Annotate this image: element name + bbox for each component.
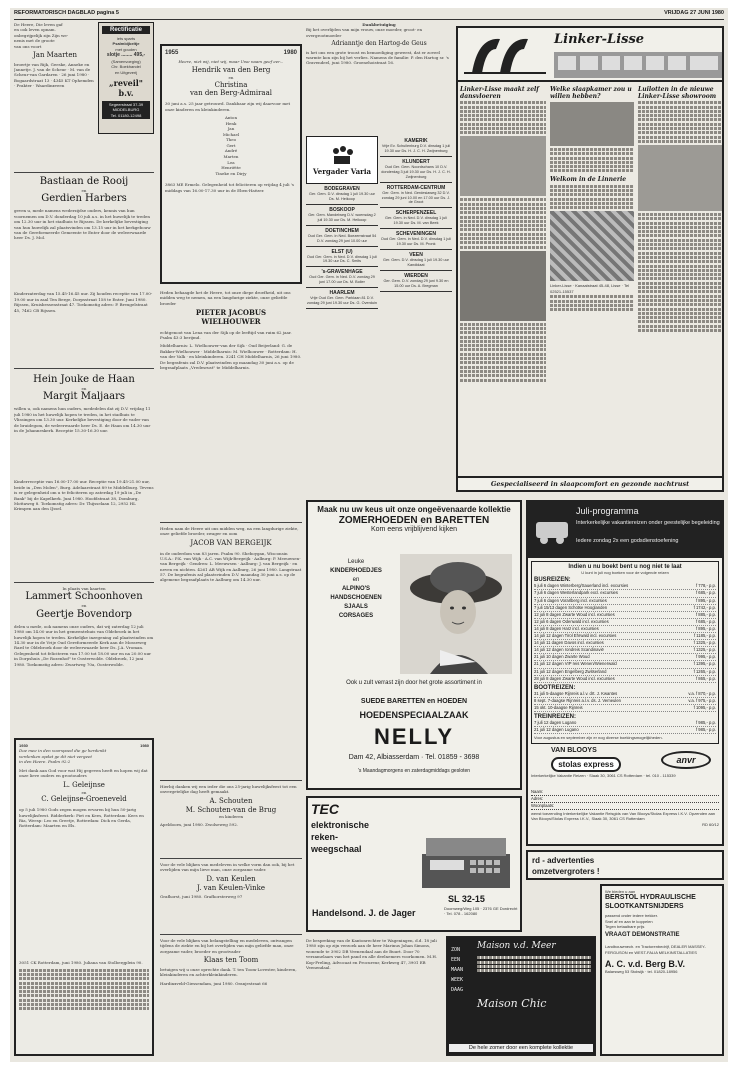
death-name-1: PIETER JACOBUS [195, 308, 267, 318]
wedding-body-2: Kinderzaterdag van 15.45-16.45 uur. Zij houden receptie van 17.00-19.00 uur in zaal Ten Berge, Dorpsstraat 158 te Enter. Juni 1980. Rijssen, Kruisbessenstraat 47. Toekomstig adres: P. Breugelstraat 45, 7462 CB Rijssen. [14, 291, 153, 313]
anniversary-body: Met dank aan God voor wat Hij gegeven heeft en hopen wij dat onze lieve ouders en grootouders [19, 767, 148, 778]
trip-row: 21 juli 12 dagen VIP reis Wenen/Wienerwald f 1395,- p.p. [534, 661, 716, 668]
wedding-name-5: Lammert Schoonhoven [25, 591, 143, 603]
thanks-schouten [160, 784, 302, 827]
trip-row: 7 juli 6 dagen Vorarlberg incl. excursies f 895,- p.p. [534, 598, 716, 605]
anniversary-name-1: L. Geleijnse [63, 781, 105, 790]
anniversary-quote: Doe mee in den voorspoed die ge herdenkt verdenken opdat ge dit niet vergeet in den Heere. Psalm 92:2 [19, 748, 107, 765]
form-code: RD 60/12 [702, 821, 719, 827]
maison-advertisement [446, 936, 596, 1056]
death-name-2: WIELHOUWER [201, 316, 261, 326]
thanks-den-hartog [306, 22, 452, 132]
and-label: en [81, 603, 87, 609]
berstol-demo: VRAAGT DEMONSTRATIE [605, 932, 680, 939]
wedding-name-1: Bastiaan de Rooij [39, 176, 129, 187]
and-label: en [81, 790, 87, 796]
service-item: SCHEVENINGEN Oud Ger. Gem. in Ned. D.V. dinsdag 1 juli 19.30 uur Ds. M. Pronk [380, 229, 452, 250]
reveil-name: „reveil" b.v. [109, 78, 143, 99]
dank-body: Bij het overlijden van mijn vrouw, onze moeder, groot- en overgrootmoeder [306, 27, 423, 38]
travel-banner [528, 502, 722, 558]
silver-quote: Heere, niet wij, niet wij, maar Uwe naam geef eer... [178, 59, 284, 65]
scale-photo [416, 806, 516, 892]
service-item: WIERDEN Ger. Gem. D.V. zondag 29 juni 9.30 en 15.00 uur Ds. A. Bregman [380, 271, 452, 292]
hat-subtitle: Kom eens vrijblijvend kijken [371, 526, 457, 533]
anniversary-footer: 3051 CK Rotterdam, juni 1980. Juliana van Stolbergplein 90. [19, 960, 143, 966]
form-field-address[interactable]: Adres: [531, 796, 719, 803]
linker-lisse-title: Linker-Lisse [554, 32, 645, 47]
wedding-body: geven u, mede namens wederzijdse ouders, kennis van hun voornemen om D.V. donderdag 10 juli a.s. in het huwelijk te treden om 12.30 uur in het stadhuis te Rijssen. De kerkelijke bevestiging van hun huwelijk zal plaatsvinden om 13.15 uur in het kerkgebouw van de Gereformeerde Gemeente te Enter door de weleerwaarde heer Ds. J. Mol. [14, 208, 151, 241]
maison-name: Maison v.d. Meer [477, 941, 556, 951]
silver-footer: 3863 ME Ermelo. Gelegenheid tot feliciteren op vrijdag 4 juli 's middags van 16.00-17.30 uur in de Eben-Haëzer. [165, 182, 294, 193]
tec-lines: elektronische reken- weegschaal [311, 820, 370, 855]
form-field-city[interactable]: Woonplaats: [531, 803, 719, 810]
anniversary-body-2: op 5 juli 1980 Gods zegen mogen ervaren bij hun 50-jarig huwelijksfeest. Ridderkerk: Piet en Kees, Rotterdam: Kees en Ria, Weesp: Leo en Greetje, Rotterdam: Dick en Gerda, Rotterdam: Maarten en Els. [19, 807, 144, 829]
death-body: echtgenoot van Lena van der Sijk op de leeftijd van ruim 62 jaar. Psalm 43:3 berijmd. [160, 329, 292, 341]
wedding-body-3: willen u, ook namens hun ouders, mededelen dat zij D.V. vrijdag 11 juli 1980 in het huwelijk hopen te treden, in het stadhuis te Vlissingen om 13.30 uur. Kerkelijke bevestiging door de vader van de bruidegom, de weleerwaarde heer Ds. E. de Haan om 14.30 uur in de Johanneskerk. Receptie 15.30-16.30 uur. [14, 406, 151, 433]
trip-row: 12 juli 8 dagen Zwarte Woud incl. excursies f 885,- p.p. [534, 612, 716, 619]
form-field-name[interactable]: Naam: [531, 789, 719, 796]
trip-row: 7 juli 15/13 dagen Schotse Hooglanden f 1742,- p.p. [534, 605, 716, 612]
ll-address: Linker-Lisse · Kanaalstraat 45-48, Lisse · Tel 02521-15537 [550, 283, 630, 294]
berstol-title: BERSTOL HYDRAULISCHE SLOOTKANTSNIJDERS [605, 894, 696, 910]
trip-row: 21 juli 12 dagen Engelberg Zwitserland f 1265,- p.p. [534, 669, 716, 676]
trip-row: 31 juli 5-daagse Rijnreis a.l.v. drt. J. Kwantes v.a. f 870,- p.p. [534, 691, 716, 698]
service-item: BOSKOOP Ger. Gem. Mandelweg D.V. woensdag 2 juli 19.30 uur Ds. M. Heikoop [306, 205, 378, 226]
and-label: en [81, 188, 87, 193]
hat-advertisement [306, 500, 522, 790]
tec-model: SL 32-15 [448, 894, 485, 904]
travel-advertisement [526, 500, 724, 846]
column-2 [160, 22, 302, 1058]
maison-footer: De hele zomer door een komplete kollektie [449, 1044, 593, 1052]
berstol-pre: We bieden u aan [605, 889, 636, 894]
linker-lisse-ad [456, 26, 724, 492]
death-intro: Heden behaagde het de Heere, tot onze diepe droefheid, uit ons midden weg te nemen, na een langdurige ziekte, onze geliefde broeder [160, 290, 291, 306]
reveil-lines: iets sparts Psalmbijbeltje met gouden slotje ........ 495,- (Samenvoeging) Chr. Boekhandel en Uitgeverij [106, 36, 146, 75]
schouten-footer: Apeldoorn, juni 1980. Zwolseweg 592. [160, 821, 239, 827]
berstol-address: Balarsweg 53 Stolwijk · tel. 01820-18956 [605, 969, 678, 975]
travel-booking-2: U kunt in juli nog boeken voor de volgende reizen [581, 570, 669, 575]
silver-anniversary [160, 44, 302, 284]
ll-article-a-title: Linker-Lisse maakt zelf dansvloeren [460, 86, 539, 100]
thanks-tentoom [160, 938, 302, 986]
reveil-title: Rectificatie [102, 26, 150, 34]
anniversary-box [14, 738, 154, 1056]
hat-footer: 's Maandagmorgens en zaterdagmiddags gesloten [357, 768, 471, 774]
trip-row: 14 juli 12 dagen Tirol Ehrwald incl. excursies f 1185,- p.p. [534, 633, 716, 640]
hat-shop: HOEDENSPECIAALZAAK [359, 710, 469, 720]
church-services [306, 136, 452, 496]
service-item: VEEN Ger. Gem. D.V. dinsdag 1 juli 19.30 uur Kandidaat [380, 250, 452, 271]
hat-items: Leuke KINDERHOEDJES en ALPINO'S HANDSCHOENEN SJAALS CORSAGES [330, 559, 382, 619]
boat-title: BOOTREIZEN: [534, 684, 576, 691]
trip-row: 5 juli 6 dagen Winterberg/Sauerland incl. excursies f 778,- p.p. [534, 583, 716, 590]
berstol-body: Landbouwmech. en Tractorenbedrijf, DEALER MASSEY-FERGUSON en WEST-FALIA MELKINSTALLATIES [605, 944, 706, 955]
hat-title: ZOMERHOEDEN en BARETTEN [338, 515, 490, 526]
hat-address: Dam 42, Albiasserdam · Tel. 01859 - 3698 [348, 754, 480, 761]
wedding-body-4: Kinderreceptie van 16.00-17.00 uur. Receptie van 19.45-21.00 uur, beide in „Den Molen", Burg. Adelaarstraat 89 te Middelburg. Tevens is er gelegenheid om u te feliciteren op zaterdag 19 juli in „De Bank" bij de Kapelkerk. Juni 1980. Hoofdstraat 38, Domburg, Mottaweg 8. Toekomstig adres: Dr. Thijsselaan 12, 2952 HL Krimpen aan den IJssel. [14, 479, 154, 512]
vanblooys-address: Interkerkelijke Vakantie Reizen · Slaak 30, 3061 CS Rotterdam · tel. 010 - 115339 [531, 772, 676, 778]
vanblooys-name: VAN BLOOYS [551, 746, 597, 754]
reveil-ad [98, 22, 154, 134]
bergeijk-name: JACOB VAN BERGEIJK [190, 538, 272, 547]
legal-notice [306, 938, 442, 1056]
bus-title: BUSREIZEN: [534, 577, 571, 584]
wedding-name-2: Gerdien Harbers [41, 193, 127, 205]
tentoom-intro: Voor de vele blijken van belangstelling en medeleven, ontvangen tijdens de ziekte en bij het overlijden van mijn geliefde man, onze zorgzame vader, broeder en grootvader [160, 938, 294, 954]
keulen-footer: Grafhorst, juni 1980. Grafhorsterweg 97 [160, 894, 243, 900]
service-item: BODEGRAVEN Ger. Gem. D.V. dinsdag 1 juli 19.30 uur Ds. M. Heikoop [306, 184, 378, 205]
vergader-varia-logo [306, 136, 378, 184]
hat-mid-2: SUEDE BARETTEN en HOEDEN [360, 698, 468, 705]
service-item: 's-GRAVENHAGE Oud Ger. Gem. in Ned. D.V. zondag 29 juni 17.00 uur Ds. M. Bolier [306, 267, 378, 288]
service-item: KAMERIK Vrije Ev. Schuilenburg D.V. dinsdag 1 juli 19.30 uur Ds. H. J. C. H. Zwijnenburg [380, 136, 452, 157]
keulen-name-2: J. van Keulen-Vinke [196, 883, 266, 892]
tentoom-body: betuigen wij u onze oprechte dank. T. ten Toom-Lovester, kinderen, kleinkinderen en achterkleinkinderen. [160, 966, 297, 978]
wedding-name-3: Hein Jouke de Haan [33, 374, 135, 385]
ll-article-c-title: Luilotten in de nieuwe Linker-Lisse showroom [638, 86, 717, 100]
service-item: DOETINCHEM Oud Ger. Gem. in Ned. Boezemstraat 54 D.V. zondag 29 juni 10.00 uur [306, 226, 378, 247]
maison-days: ZON EEN MAAN WEEK DAAG [451, 947, 464, 993]
schouten-intro: Hierbij danken wij een ieder die ons 25-jarig huwelijksfeest tot een onvergetelijke dag heeft gemaakt. [160, 784, 297, 795]
trip-row: 28 juli 8 dagen Zwarte Woud incl. excursies f 865,- p.p. [534, 676, 716, 683]
ll-photo-d [550, 211, 634, 281]
hat-name: NELLY [373, 724, 455, 749]
ll-photo-b [460, 251, 546, 321]
train-title: TREINREIZEN: [534, 713, 576, 720]
birth-body: broertje van Rijk, Geeske, Anneke en Jannetje. J. van de Scheur · M. van de Scheur-van Gardaren · 26 juni 1980 · Bogaardstraat 13 · 4345 KT Ophemden · Prakter · Waardinxveen [14, 61, 94, 89]
keulen-name-1: D. van Keulen [206, 874, 256, 883]
death-notice-wielhouwer [160, 290, 302, 493]
rd-label-2: omzetvergroters ! [532, 867, 600, 876]
wedding-body-5: delen u mede, ook namens onze ouders, dat wij zaterdag 12 juli 1980 om 14.00 uur in het gemeentehuis van Oldebroek in het huwelijk hopen te treden. Kerkelijke inzegening zal plaatsvinden om 14.30 uur in de Vrije Oud Gereformeerde Kerk aan de Mosseweg Rard te Oldebroek door de weleerwaarde heer Ds. J.A. Vroman. Gelegenheid tot feliciteren van 17.00 tot 18.00 uur en na 20.00 uur in Dorpshuis „De Rozenhof" te Oosterwolde. Oldebroek, 12 juni 1980. Toekomstig adres: Zwartweg 70a, Oosterwolde. [14, 623, 154, 667]
anniversary-years: 1930 1980 [19, 743, 149, 748]
tour-bus-icon [534, 516, 570, 546]
death-body-2: Middelharnis: L. Wielhouwer-van der Sijk · Oud Beijerland: G. de Bakker-Wielhouwer · Middelharnis: M. Wielhouwer · Rotterdam: H. van der Valk · en kleinkinderen. 3241 CH Middelharnis, 26 juni 1980. De begrafenis zal D.V. plaatsvinden op maandag 30 juni a.s. op de begraafplaats „Vredesrust" te Middelharnis. [160, 343, 302, 371]
service-item: KLUNDERT Oud Ger. Gem. Noordschans 10 D.V. donderdag 3 juli 19.30 uur Ds. H. J. C. H. Zwijnenburg [380, 157, 452, 183]
wedding-harbers [14, 176, 154, 361]
wedding-name-6: Geertje Bovendorp [36, 608, 132, 620]
silver-name-1: Hendrik van den Berg [191, 66, 271, 75]
tec-logo: TEC [311, 801, 339, 817]
header-right: VRIJDAG 27 JUNI 1980 [664, 10, 724, 16]
silver-name-2: Christina [214, 80, 248, 89]
wedding-schoonhoven [14, 586, 154, 744]
death-notice-bergeijk [160, 526, 302, 701]
birth-name: Jan Maarten [32, 50, 78, 59]
service-item: SCHERPENZEEL Ger. Gem. in Ned. D.V. dinsdag 1 juli 19.30 uur Ds. M. van Beek [380, 208, 452, 229]
silver-body: 30 juni a.s. 25 jaar getrouwd. Dankbaar zijn wij daarvoor met onze kinderen en kleinkinderen. [165, 101, 291, 112]
silver-years: 1955 1980 [165, 50, 297, 56]
schouten-name-3: en kinderen [218, 814, 244, 820]
wedding-name-4: Margit Maljaars [42, 391, 126, 403]
woman-with-hat-photo [400, 554, 512, 674]
trip-row: 14 juli 8 dagen Harz incl. excursies f 895,- p.p. [534, 626, 716, 633]
anniversary-name-2: C. Geleijnse-Groeneveld [41, 795, 127, 804]
birth-text: De Heere, Die leven gaf en ook leven opnam. onbegrijpelijk zijn Zijn we- nenis met de groote van ons voort [14, 22, 69, 49]
travel-title: Juli-programma [576, 506, 639, 516]
train-footer: Voor augustus en september zijn er nog diverse boekingsmogelijkheden. [534, 735, 663, 741]
wedding-pre: In plaats van kaarten [62, 586, 106, 591]
berstol-lines: passend onder iedere trekker. Snel af en aan te koppelen Tegen betaalbare prijs [605, 913, 658, 929]
legal-notice-text: De bespreking van de Kantonrechter te Wageningen, d.d. 18 juli 1980 zijn op zijn verzoek aan de heer Marinus Johan Simons, wonende te 3902 DB Veenendaal aan de Buurt. Door 70 verzamelaars van het pand en alle deelnemers voorkomen. M.H. Kop-Freling, Advocaat en Procureur, Kerkweg 47, 3901 EB Veenendaal. [306, 938, 438, 970]
hat-mid: Ook u zult verrast zijn door het grote assortiment in [346, 680, 482, 686]
travel-subtitle: Interkerkelijke vakantiereizen onder geestelijke begeleiding [576, 520, 720, 526]
form-text: wenst toezending Interkerkelijke Vakantie Reisgids van Van Blooys/Stolas Express I.K.V. Opzenden aan Van Blooys/Stolas Express I.K.V., Slaak 30, 3061 CS Rotterdam [531, 810, 716, 822]
rd-advertenties-box [526, 850, 724, 880]
keulen-intro: Voor de vele blijken van medeleven in welke vorm dan ook, bij het overlijden van mijn lieve man, onze zorgzame vader. [160, 862, 295, 873]
trip-row: 7 juli 12 dagen Lugano f 985,- p.p. [534, 720, 716, 727]
tec-advertisement [306, 796, 522, 932]
silver-kids: Anton Henk Jan Michael Theo Gert André Marten Lea Henriëtte Tineke en Dirjy [215, 114, 247, 176]
and-label: en [81, 386, 87, 391]
linker-lisse-header [458, 28, 722, 82]
tentoom-footer: Hardinxveld-Giessendam, juni 1980. Oranjestraat 66 [160, 980, 268, 986]
service-item: ROTTERDAM-CENTRUM Ger. Gem. in Ned. Gerdesiaweg 32 D.V. zondag 29 juni 10.00 en 17.00 uur Ds. J. de Groot [380, 183, 452, 209]
ll-article-d-title: Welkom in de Linnerie [550, 176, 627, 184]
linker-lisse-logo-mark [460, 29, 550, 81]
trip-row: 12 juli 6 dagen Odenwald incl. excursies f 685,- p.p. [534, 619, 716, 626]
trip-row: 21 juli 12 dagen Lugano f 985,- p.p. [534, 727, 716, 734]
header-left: REFORMATORISCH DAGBLAD pagina 5 [14, 10, 119, 16]
maison-name-2: Maison Chic [477, 997, 547, 1010]
page-header [14, 10, 724, 20]
anvr-logo: anvr [661, 751, 711, 769]
ll-photo-a [460, 136, 546, 196]
trip-row: 14 juli 11 dagen Davos incl. excursies f 1325,- p.p. [534, 640, 716, 647]
trip-row: 7 juli 6 dagen Westerlandpark excl. excursies f 685,- p.p. [534, 590, 716, 597]
trip-row: 21 juli 10 dagen Zwarte Woud f 995,- p.p. [534, 654, 716, 661]
trip-row: 14 juli 12 dagen rondreis Scandinavië f 1325,- p.p. [534, 647, 716, 654]
tentoom-name: Klaas ten Toom [203, 956, 259, 965]
reveil-address: Segeerstraat 37-39 MIDDELBURG Tel. 01180-12498 [102, 101, 150, 119]
column-1 [14, 22, 154, 1058]
berstol-company: A. C. v.d. Berg B.V. [605, 959, 686, 970]
stolas-logo: stolas express [551, 757, 621, 772]
ll-photo-e [638, 145, 722, 211]
ll-photo-c [550, 102, 634, 146]
bergeijk-body: in de ouderdom van 83 jaren. Psalm 90. Sheboygan, Wisconsin U.S.A.: P.K. van Wijk · A.C. van Wijk-Bergeijk · Aalburg: P. Meeuwsen-van Bergeijk · Gendren: L. Meeuwsen · Aalburg: J. van Bergeijk · en neven en nichten. 4261 AB Wijk en Aalburg, 26 juni 1980. Langstraat 57. De begrafenis zal plaatsvinden D.V. maandag 30 juni a.s. op de algemene begraafplaats te Aalburg om 14.30 uur. [160, 550, 302, 583]
vergader-varia-title: Vergader Varia [312, 166, 372, 176]
berstol-advertisement [600, 884, 724, 1056]
dank-body-2: is het ons een grote troost en bemoediging geweest, dat er zoveel warmte kon zijn bij het verlies. Namens de familie: P. den Hartog sr. 's Gravendeel, juni 1980. Groenehoistraat 16. [306, 49, 449, 66]
rd-label: rd - advertenties [532, 856, 595, 865]
service-item: ELST (U) Oud Ger. Gem. in Ned. D.V. dinsdag 1 juli 19.30 uur Ds. C. Smits [306, 247, 378, 268]
hat-headline: Maak nu uw keus uit onze ongeëvenaarde kollektie [317, 505, 511, 514]
newspaper-page [10, 8, 728, 1062]
tec-address: Doornweg/Weg 105 · 2376 GE Dordrecht · Tel. 078 - 162080 [444, 906, 518, 917]
service-item: HAARLEM Vrije Oud Ger. Gem. Parklaan 81 D.V. zondag 29 juni 19.30 uur Ds. G. Overduin [306, 288, 378, 309]
ll-article-b-title: Welke slaapkamer zou u willen hebben? [550, 86, 632, 100]
tec-dealer: Handelsond. J. de Jager [312, 908, 416, 918]
travel-booking: Indien u nu boekt bent u nog niet te laat [568, 564, 682, 570]
dank-title: Dankbetuiging [362, 22, 396, 27]
silver-name-3: van den Berg-Admiraal [189, 89, 273, 98]
bergeijk-intro: Heden nam de Heere uit ons midden weg, na een langdurige ziekte, onze geliefde broeder, zwager en oom [160, 526, 299, 537]
trip-row: 8 sept. 7-daagse Rijnreis a.l.v. ds. J. Vemeulen v.a. f 975,- p.p. [534, 698, 716, 705]
ll-footer: Gespecialiseerd in slaapcomfort en gezonde nachtrust [458, 476, 722, 490]
trip-row: 15 okt. 10-daagse Rijnreis f 1095,- p.p. [534, 705, 716, 712]
and-label: en [228, 75, 234, 81]
schouten-name-2: M. Schouten-van de Brug [185, 805, 277, 814]
thanks-keulen [160, 862, 302, 900]
travel-subtitle-2: Iedere zondag 2x een godsdienstoefening [576, 538, 679, 544]
bell-icon [330, 145, 354, 167]
linker-lisse-storefront [554, 52, 722, 78]
dank-name: Adrianntje den Hartog-de Geus [331, 40, 427, 48]
schouten-name-1: A. Schouten [209, 796, 253, 805]
birth-notice [14, 22, 96, 154]
wedding-de-haan [14, 374, 154, 579]
